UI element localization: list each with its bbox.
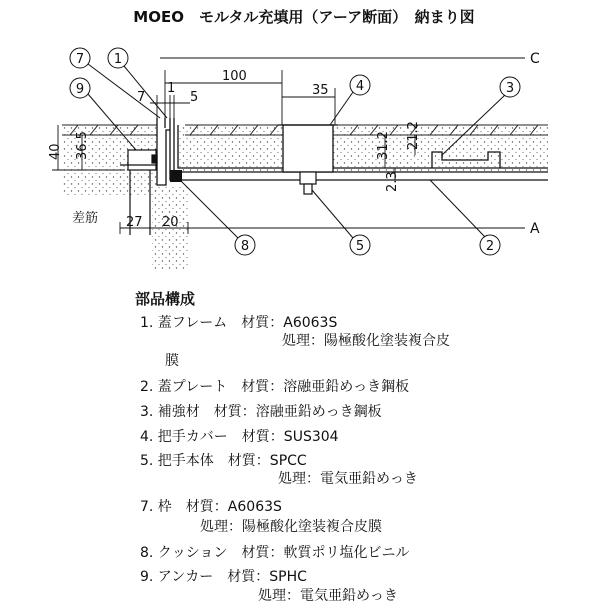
- part-line: 処理：電気亜鉛めっき: [258, 588, 398, 604]
- callout-9: 9: [75, 82, 85, 97]
- callout-2: 2: [485, 239, 495, 254]
- dim-20: 20: [162, 215, 179, 230]
- callout-3: 3: [505, 81, 515, 96]
- callout-8: 8: [240, 239, 250, 254]
- dim-40: 40: [48, 143, 63, 160]
- part-line: 1. 蓋フレーム 材質：A6063S: [140, 315, 338, 331]
- part-line: 処理：陽極酸化塗装複合皮膜: [200, 519, 382, 535]
- parts-heading: 部品構成: [135, 290, 196, 308]
- dim-27: 27: [126, 215, 143, 230]
- part-line: 膜: [165, 353, 179, 369]
- axis-c-label: C: [530, 51, 540, 67]
- callout-5: 5: [355, 239, 365, 254]
- axis-a-label: A: [530, 221, 540, 237]
- part-line: 処理：電気亜鉛めっき: [278, 471, 418, 487]
- part-line: 2. 蓋プレート 材質：溶融亜鉛めっき鋼板: [140, 379, 410, 395]
- rebar-label: 差筋: [72, 211, 99, 226]
- callout-1: 1: [113, 52, 123, 67]
- dim-21-2: 21.2: [406, 121, 421, 150]
- drawing-title: MOEO モルタル充填用（アーア断面） 納まり図: [133, 8, 475, 26]
- callout-4: 4: [355, 79, 365, 94]
- dim-2-3: 2.3: [385, 171, 400, 192]
- dim-35: 35: [312, 83, 329, 98]
- dim-100: 100: [222, 69, 247, 84]
- part-line: 8. クッション 材質：軟質ポリ塩化ビニル: [140, 545, 410, 561]
- dim-5: 5: [190, 90, 199, 105]
- part-line: 4. 把手カバー 材質：SUS304: [140, 429, 339, 445]
- dim-36-5: 36.5: [75, 131, 90, 160]
- part-line: 7. 枠 材質：A6063S: [140, 499, 282, 515]
- handle-body: [300, 172, 316, 194]
- part-line: 処理：陽極酸化塗装複合皮: [282, 333, 450, 349]
- callout-7: 7: [75, 52, 85, 67]
- part-line: 3. 補強材 材質：溶融亜鉛めっき鋼板: [140, 404, 382, 420]
- part-line: 9. アンカー 材質：SPHC: [140, 569, 307, 585]
- dim-1: 1: [167, 81, 176, 96]
- handle-cover: [278, 125, 338, 172]
- dim-31-2: 31.2: [376, 131, 391, 160]
- dim-7: 7: [137, 90, 146, 105]
- part-line: 5. 把手本体 材質：SPCC: [140, 453, 307, 469]
